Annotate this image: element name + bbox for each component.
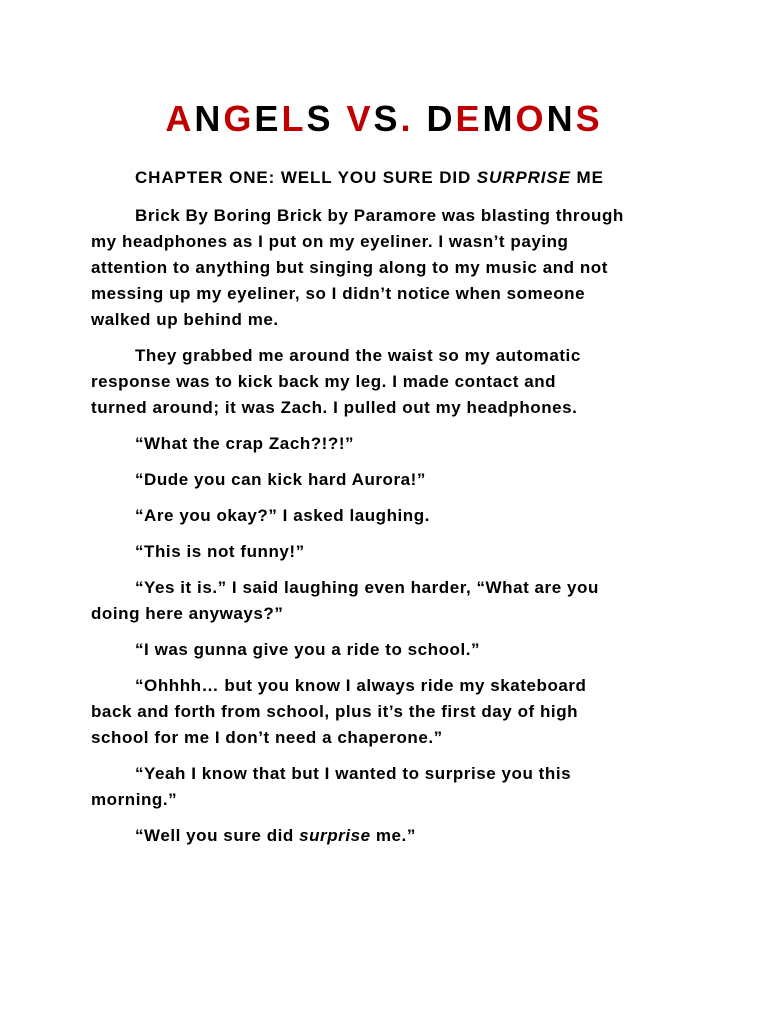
title-letter: N [546,98,576,139]
title-letter: L [281,98,307,139]
paragraph-line: my headphones as I put on my eyeliner. I wasn’t paying [91,232,569,251]
paragraph-line [91,823,691,849]
chapter-heading-text-end: ME [570,168,604,187]
title-letter: S [575,98,603,139]
paragraph-text: “Well you sure did [135,826,300,845]
title-letter [333,98,346,139]
paragraph-line: “This is not funny!” [135,542,305,561]
chapter-heading [135,166,604,190]
paragraph-line: Brick By Boring Brick by Paramore was blasting through [135,206,624,225]
paragraph [91,343,691,421]
paragraph-emphasis: surprise [299,826,371,845]
title-letter: E [455,98,483,139]
title-letter: D [426,98,456,139]
paragraph [91,431,691,457]
chapter-heading-text: CHAPTER ONE: WELL YOU SURE DID [135,168,477,187]
paragraph [91,467,691,493]
paragraph [91,575,691,627]
title-letter: S [373,98,401,139]
paragraph-line: attention to anything but singing along to my music and not [91,258,608,277]
paragraph-line: “Ohhhh… but you know I always ride my skateboard [135,676,587,695]
paragraph-line: doing here anyways?” [91,604,284,623]
paragraph-list [91,203,691,813]
title-letter: N [194,98,224,139]
title-letter: V [346,98,374,139]
paragraph-line: back and forth from school, plus it’s the first day of high [91,702,579,721]
chapter-heading-emphasis: SURPRISE [476,168,571,187]
title-letter: M [482,98,516,139]
paragraph-line: “Yes it is.” I said laughing even harder, “What are you [135,578,599,597]
paragraph-line: messing up my eyeliner, so I didn’t notice when someone [91,284,586,303]
paragraph-line: response was to kick back my leg. I made contact and [91,372,557,391]
chapter-body [91,203,691,859]
paragraph [91,539,691,565]
paragraph-line: turned around; it was Zach. I pulled out my headphones. [91,398,578,417]
paragraph-line: walked up behind me. [91,310,279,329]
title-letter: A [165,98,195,139]
paragraph [91,503,691,529]
paragraph-line: morning.” [91,790,178,809]
title-letter: S [306,98,334,139]
title-letter: . [400,98,414,139]
title-letter [414,98,427,139]
paragraph-line: “Are you okay?” I asked laughing. [135,506,430,525]
paragraph [91,761,691,813]
paragraph-line: They grabbed me around the waist so my automatic [135,346,581,365]
title-letter: G [223,98,255,139]
paragraph-line: “Yeah I know that but I wanted to surprise you this [135,764,572,783]
paragraph-line: “What the crap Zach?!?!” [135,434,355,453]
paragraph-text-end: me.” [370,826,416,845]
paragraph-line: school for me I don’t need a chaperone.” [91,728,443,747]
paragraph [91,673,691,751]
paragraph-line: “Dude you can kick hard Aurora!” [135,470,426,489]
paragraph [91,823,691,849]
title-letter: E [254,98,282,139]
paragraph [91,637,691,663]
document-title [0,96,768,142]
title-letter: O [515,98,547,139]
paragraph-line: “I was gunna give you a ride to school.” [135,640,481,659]
paragraph [91,203,691,333]
